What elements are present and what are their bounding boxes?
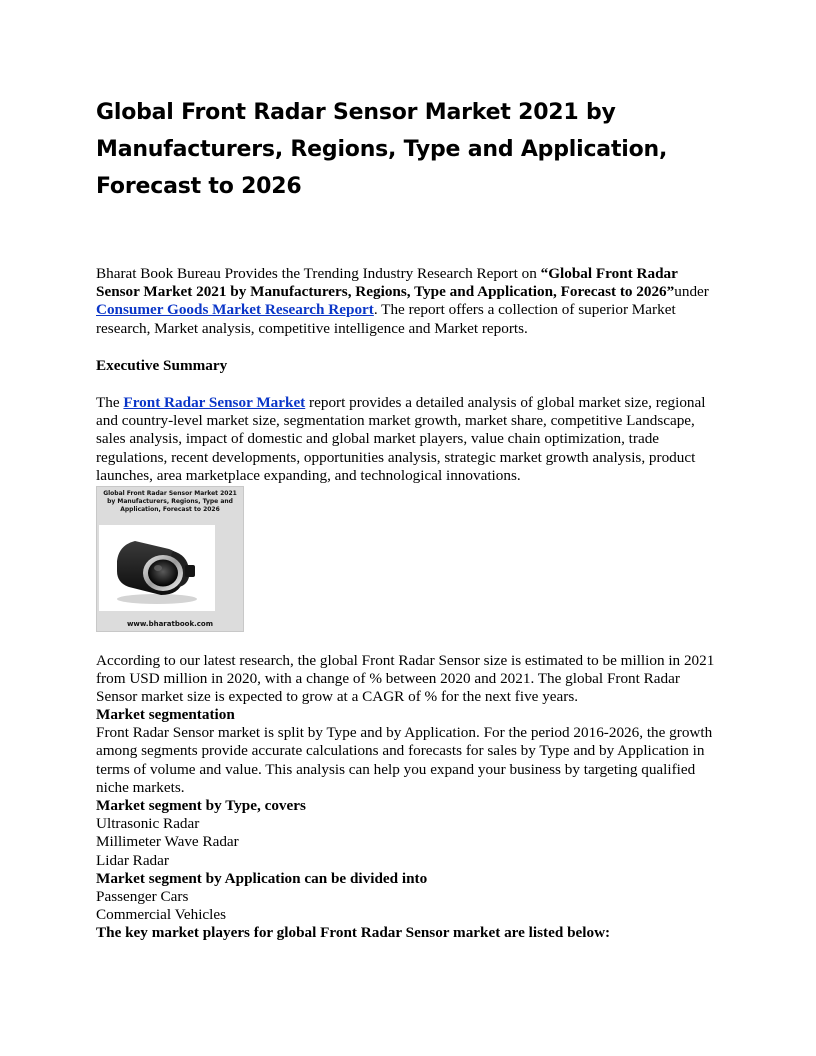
exec-lead: The: [96, 394, 124, 411]
front-radar-sensor-market-link[interactable]: Front Radar Sensor Market: [123, 394, 306, 411]
report-cover-image: [96, 486, 244, 632]
research-paragraph: According to our latest research, the global Front Radar Sensor size is estimated to be million in 2021 from USD million in 2020, with a change of % between 2020 and 2021. The global Front Radar Sensor market size is expected to grow at a CAGR of % for the next five years.: [96, 652, 715, 706]
cover-url: www.bharatbook.com: [126, 620, 214, 628]
list-item: Lidar Radar: [96, 851, 169, 869]
segmentation-section: [96, 706, 716, 943]
segmentation-heading: Market segmentation: [96, 706, 235, 723]
intro-under: under: [674, 283, 709, 301]
intro-report-name: “Global Front Radar Sensor Market 2021 by Manufacturers, Regions, Type and Application, Forecast to 2026”: [96, 265, 678, 301]
by-application-heading: Market segment by Application can be divided into: [96, 869, 428, 887]
consumer-goods-report-link[interactable]: Consumer Goods Market Research Report: [96, 301, 374, 319]
list-item: Millimeter Wave Radar: [96, 833, 239, 851]
page-title: Global Front Radar Sensor Market 2021 by Manufacturers, Regions, Type and Application, Forecast to 2026: [96, 100, 668, 199]
exec-text: report provides a detailed analysis of global market size, regional and country-level market size, segmentation market growth, market share, competitive Landscape, sales analysis, impact of domestic and global market players, value chain optimization, trade regulations, recent developments, opportunities analysis, strategic market growth analysis, product launches, area marketplace expanding, and technological innovations.: [96, 394, 706, 484]
key-players-heading: The key market players for global Front Radar Sensor market are listed below:: [96, 924, 611, 942]
radar-sensor-icon: [99, 525, 215, 611]
list-item: Passenger Cars: [96, 888, 189, 906]
segmentation-paragraph: Front Radar Sensor market is split by Type and by Application. For the period 2016-2026, the growth among segments provide accurate calculations and forecasts for sales by Type and by Application in terms of volume and value. This analysis can help you expand your business by targeting qualified niche markets.: [96, 724, 713, 796]
intro-tail: . The report offers a collection of superior Market research, Market analysis, competitive intelligence and Market reports.: [96, 301, 676, 337]
intro-paragraph: [96, 265, 716, 338]
executive-summary-heading: Executive Summary: [96, 357, 228, 374]
cover-photo: [99, 525, 215, 611]
list-item: Commercial Vehicles: [96, 906, 227, 924]
cover-title: Global Front Radar Sensor Market 2021 by Manufacturers, Regions, Type and Application, Forecast to 2026: [103, 490, 237, 513]
by-type-heading: Market segment by Type, covers: [96, 797, 306, 815]
executive-summary-paragraph: [96, 394, 716, 485]
intro-lead: Bharat Book Bureau Provides the Trending Industry Research Report on: [96, 265, 541, 282]
list-item: Ultrasonic Radar: [96, 815, 200, 833]
